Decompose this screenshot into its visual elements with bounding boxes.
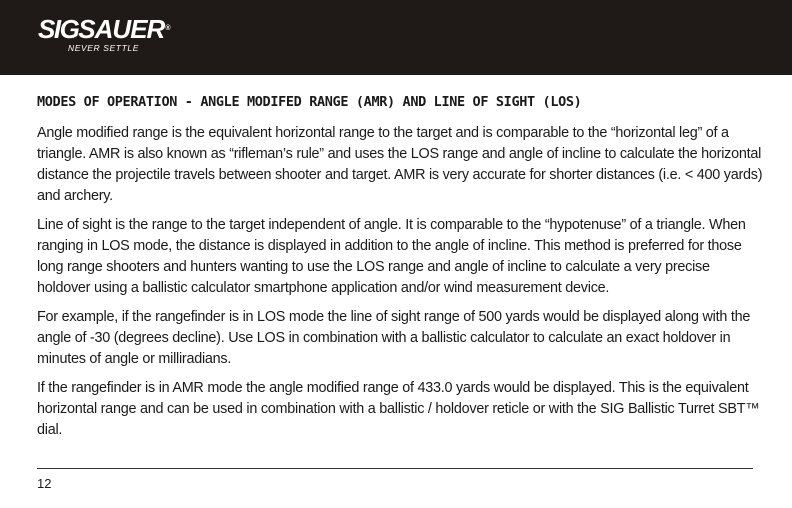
section-title: MODES OF OPERATION - ANGLE MODIFED RANGE (AMR) AND LINE OF SIGHT (LOS) [37, 94, 582, 110]
paragraph-amr-example: If the rangefinder is in AMR mode the angle modified range of 433.0 yards would be displayed. This is the equivalent horizontal range and can be used in combination with a ballistic / holdover reticle or with the SIG Ballistic Turret SBT™ dial. [37, 380, 760, 438]
page-number: 12 [37, 476, 52, 491]
paragraph-los: Line of sight is the range to the target independent of angle. It is comparable to the “hypotenuse” of a triangle. When ranging in LOS mode, the distance is displayed in addition to the angle of incline. This method is preferred for those long range shooters and hunters wanting to use the LOS range and angle of incline to calculate a very precise holdover using a ballistic calculator smartphone application and/or wind measurement device. [37, 217, 746, 296]
logo-tagline: NEVER SETTLE [68, 43, 139, 53]
header-bar [0, 0, 792, 75]
logo-sauer: SAUER [78, 14, 165, 44]
section-body [37, 123, 763, 449]
logo-wordmark [38, 16, 169, 43]
paragraph-amr: Angle modified range is the equivalent horizontal range to the target and is comparable to the “horizontal leg” of a triangle. AMR is also known as “rifleman’s rule” and uses the LOS range and angle of incline to calculate the horizontal distance the projectile travels between shooter and target. AMR is very accurate for shorter distances (i.e. < 400 yards) and archery. [37, 125, 763, 204]
footer-divider [37, 468, 753, 469]
registered-mark: ® [165, 25, 170, 32]
logo-sig: SIG [38, 14, 79, 44]
sig-sauer-logo [38, 16, 169, 53]
paragraph-los-example: For example, if the rangefinder is in LOS mode the line of sight range of 500 yards would be displayed along with the angle of -30 (degrees decline). Use LOS in combination with a ballistic calculator to calculate an exact holdover in minutes of angle or milliradians. [37, 309, 751, 367]
